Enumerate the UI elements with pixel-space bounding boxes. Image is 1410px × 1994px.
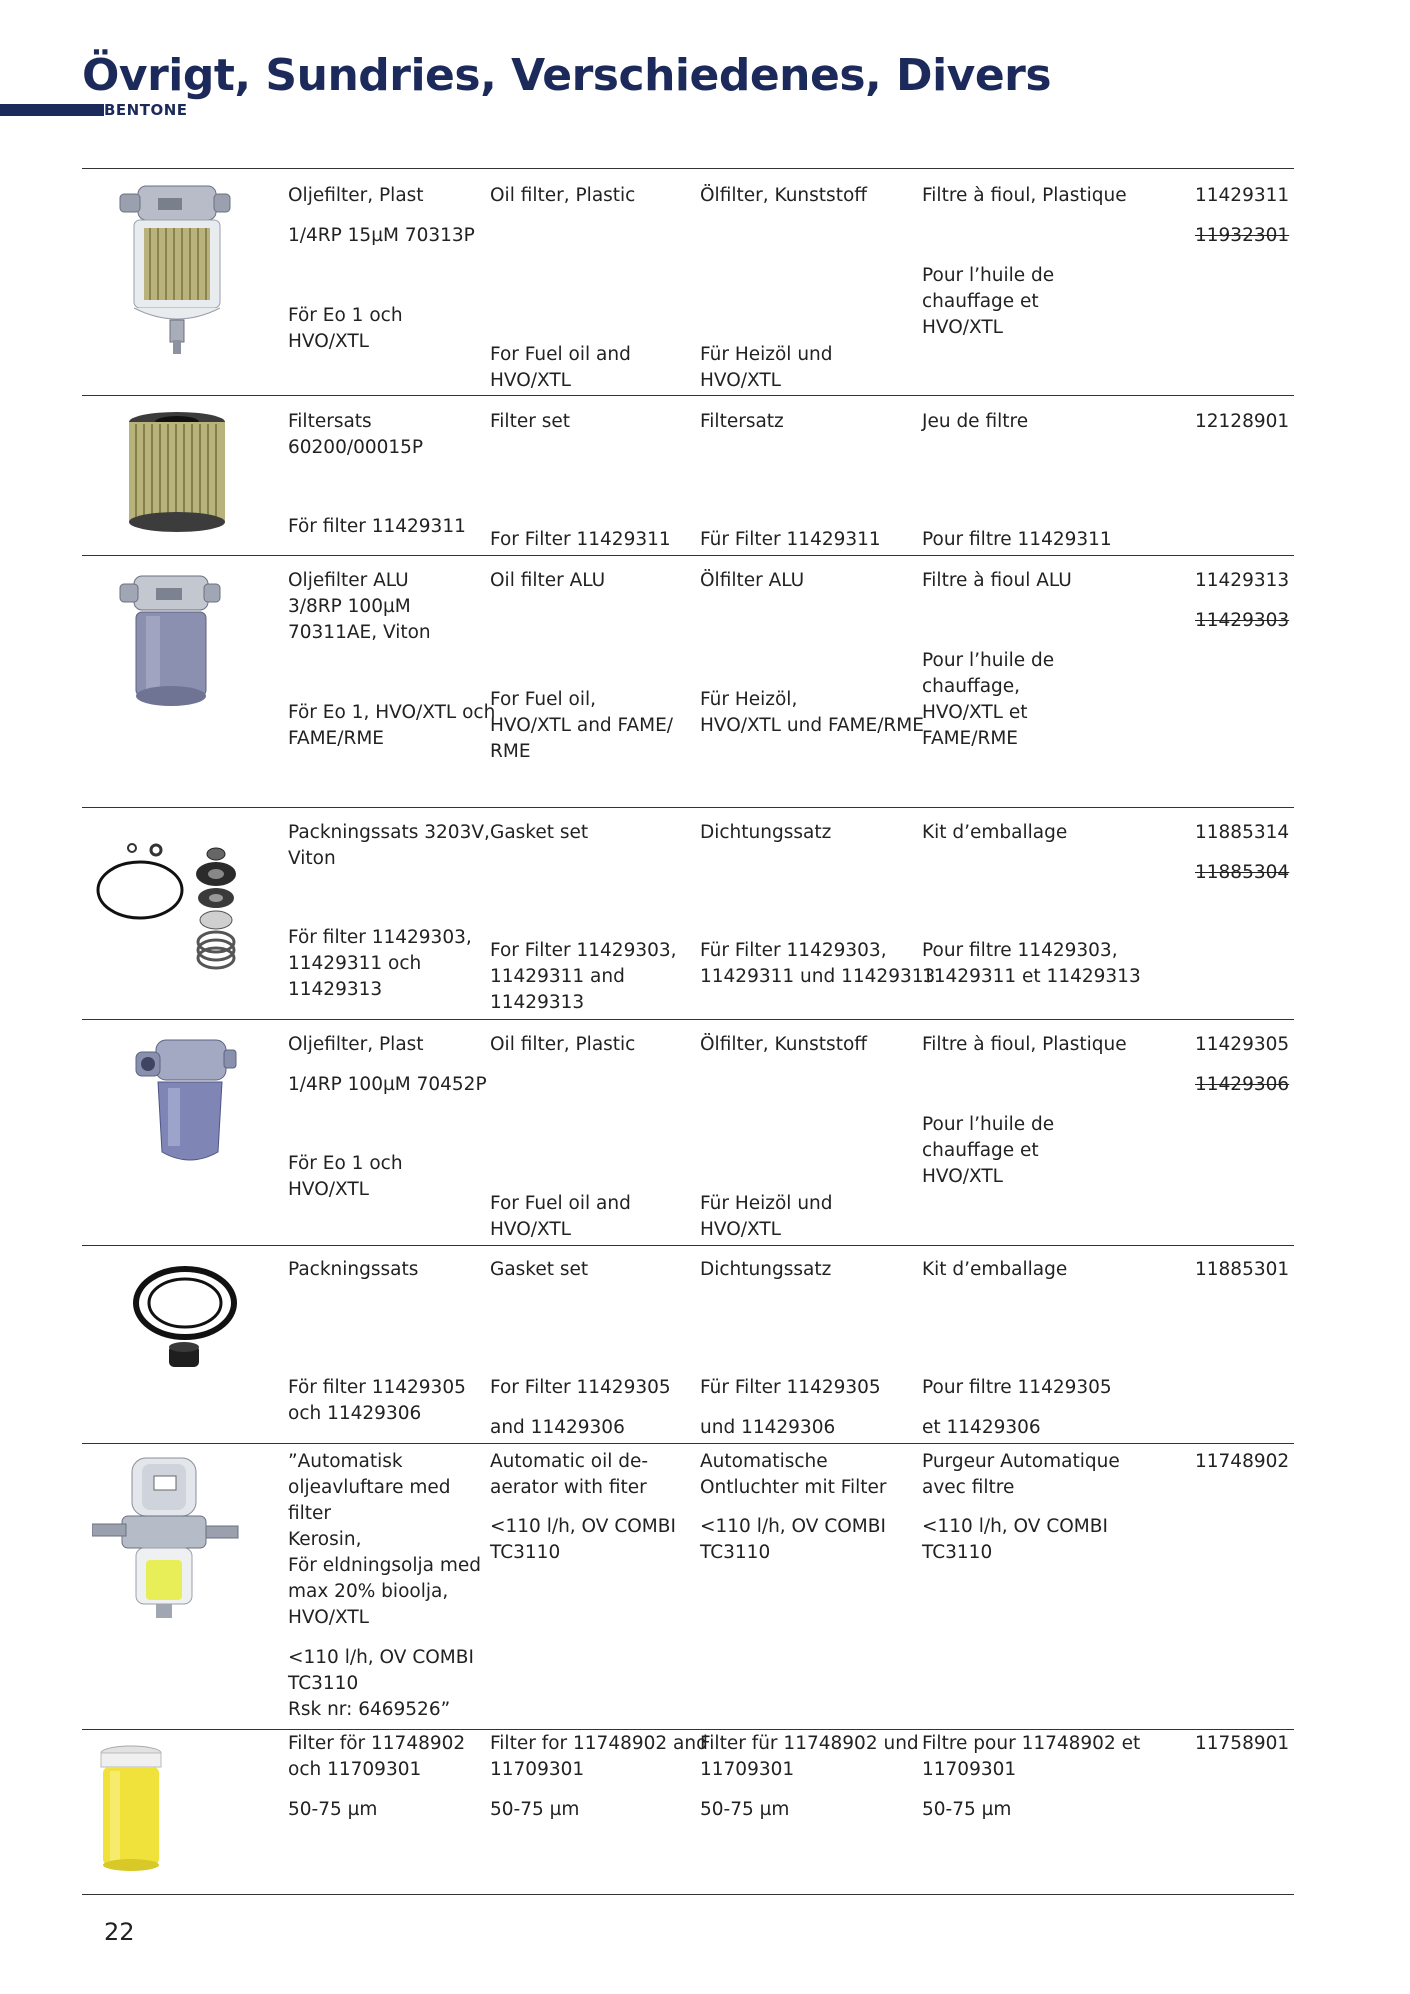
english-use: For Filter 11429305 xyxy=(490,1377,671,1398)
part-number: 11429311 xyxy=(1195,185,1290,206)
english-name: Automatic oil de- xyxy=(490,1451,649,1472)
french-spec: TC3110 xyxy=(922,1542,993,1563)
swedish-use: För Eo 1 och xyxy=(288,1153,403,1174)
swedish-name: Oljefilter, Plast xyxy=(288,185,424,206)
swedish-use: FAME/RME xyxy=(288,728,384,749)
part-number: 11429313 xyxy=(1195,570,1290,591)
table-rule-bottom xyxy=(82,1894,1294,1895)
french-spec: <110 l/h, OV COMBI xyxy=(922,1516,1108,1537)
swedish-name: ”Automatisk xyxy=(288,1451,403,1472)
swedish-name: oljeavluftare med xyxy=(288,1477,451,1498)
brand-bar xyxy=(0,104,104,116)
english-use: For Filter 11429303, xyxy=(490,940,677,961)
english-name: Gasket set xyxy=(490,1259,589,1280)
french-name: Jeu de filtre xyxy=(922,411,1029,432)
old-part-number: 11429306 xyxy=(1195,1074,1290,1095)
french-name: Kit d’emballage xyxy=(922,1259,1068,1280)
table-rule-top xyxy=(82,168,1294,169)
swedish-spec: Rsk nr: 6469526” xyxy=(288,1699,451,1720)
oil-filter-plastic-image xyxy=(118,180,232,358)
english-use: RME xyxy=(490,741,531,762)
row-divider xyxy=(82,1245,1294,1246)
row-divider xyxy=(82,1019,1294,1020)
swedish-name: Filtersats xyxy=(288,411,372,432)
german-name: Ölfilter ALU xyxy=(700,570,805,591)
swedish-name: För eldningsolja med xyxy=(288,1555,481,1576)
english-use: For Fuel oil and xyxy=(490,344,631,365)
french-use: chauffage et xyxy=(922,291,1039,312)
swedish-name: och 11709301 xyxy=(288,1759,422,1780)
brand-label: BENTONE xyxy=(104,101,188,119)
english-name: Gasket set xyxy=(490,822,589,843)
german-use: Für Heizöl und xyxy=(700,344,833,365)
swedish-name: Oljefilter ALU xyxy=(288,570,409,591)
swedish-name: Oljefilter, Plast xyxy=(288,1034,424,1055)
english-name: Oil filter, Plastic xyxy=(490,1034,636,1055)
french-name: Filtre à fioul, Plastique xyxy=(922,1034,1127,1055)
french-use: Pour filtre 11429303, xyxy=(922,940,1118,961)
french-name: Filtre à fioul ALU xyxy=(922,570,1072,591)
english-use: HVO/XTL and FAME/ xyxy=(490,715,674,736)
french-spec: 50-75 µm xyxy=(922,1799,1012,1820)
german-use: HVO/XTL xyxy=(700,370,781,391)
english-name: aerator with fiter xyxy=(490,1477,647,1498)
french-name: Kit d’emballage xyxy=(922,822,1068,843)
french-use: HVO/XTL et xyxy=(922,702,1028,723)
french-name: avec filtre xyxy=(922,1477,1015,1498)
swedish-spec: 1/4RP 15µM 70313P xyxy=(288,225,475,246)
swedish-name: Filter för 11748902 xyxy=(288,1733,466,1754)
row-divider xyxy=(82,1443,1294,1444)
german-name: Filtersatz xyxy=(700,411,784,432)
swedish-name: 60200/00015P xyxy=(288,437,424,458)
french-use: Pour l’huile de xyxy=(922,1114,1055,1135)
german-name: 11709301 xyxy=(700,1759,795,1780)
german-use: Für Filter 11429311 xyxy=(700,529,881,550)
french-use: et 11429306 xyxy=(922,1417,1041,1438)
french-use: 11429311 et 11429313 xyxy=(922,966,1141,987)
german-use: Für Filter 11429303, xyxy=(700,940,887,961)
swedish-spec: <110 l/h, OV COMBI xyxy=(288,1647,474,1668)
swedish-use: 11429311 och xyxy=(288,953,422,974)
english-name: Filter set xyxy=(490,411,570,432)
part-number: 11748902 xyxy=(1195,1451,1290,1472)
english-spec: <110 l/h, OV COMBI xyxy=(490,1516,676,1537)
row-divider xyxy=(82,395,1294,396)
english-use: 11429313 xyxy=(490,992,585,1013)
french-name: 11709301 xyxy=(922,1759,1017,1780)
english-use: For Fuel oil, xyxy=(490,689,597,710)
english-spec: TC3110 xyxy=(490,1542,561,1563)
part-number: 11429305 xyxy=(1195,1034,1290,1055)
english-name: 11709301 xyxy=(490,1759,585,1780)
swedish-spec: TC3110 xyxy=(288,1673,359,1694)
automatic-deaerator-image xyxy=(92,1454,240,1624)
french-use: chauffage et xyxy=(922,1140,1039,1161)
french-use: FAME/RME xyxy=(922,728,1018,749)
swedish-name: 70311AE, Viton xyxy=(288,622,431,643)
oil-filter-plastic-blue-image xyxy=(134,1034,238,1172)
row-divider xyxy=(82,1729,1294,1730)
swedish-name: 3/8RP 100µM xyxy=(288,596,411,617)
old-part-number: 11932301 xyxy=(1195,225,1290,246)
swedish-spec: 50-75 µm xyxy=(288,1799,378,1820)
english-use: and 11429306 xyxy=(490,1417,625,1438)
row-divider xyxy=(82,555,1294,556)
english-use: 11429311 and xyxy=(490,966,625,987)
swedish-name: Packningssats 3203V, xyxy=(288,822,490,843)
english-name: Filter for 11748902 and xyxy=(490,1733,708,1754)
german-name: Ontluchter mit Filter xyxy=(700,1477,887,1498)
part-number: 11758901 xyxy=(1195,1733,1290,1754)
swedish-use: För filter 11429303, xyxy=(288,927,472,948)
swedish-name: Packningssats xyxy=(288,1259,419,1280)
german-use: Für Heizöl, xyxy=(700,689,798,710)
german-use: HVO/XTL und FAME/RME xyxy=(700,715,924,736)
swedish-use: HVO/XTL xyxy=(288,331,369,352)
german-use: Für Filter 11429305 xyxy=(700,1377,881,1398)
german-spec: <110 l/h, OV COMBI xyxy=(700,1516,886,1537)
swedish-use: 11429313 xyxy=(288,979,383,1000)
french-use: Pour filtre 11429305 xyxy=(922,1377,1112,1398)
french-name: Purgeur Automatique xyxy=(922,1451,1120,1472)
german-name: Filter für 11748902 und xyxy=(700,1733,919,1754)
french-use: chauffage, xyxy=(922,676,1021,697)
yellow-filter-element-image xyxy=(98,1745,164,1873)
german-spec: 50-75 µm xyxy=(700,1799,790,1820)
english-use: For Filter 11429311 xyxy=(490,529,671,550)
swedish-name: max 20% bioolja, xyxy=(288,1581,449,1602)
swedish-name: Viton xyxy=(288,848,336,869)
english-use: For Fuel oil and xyxy=(490,1193,631,1214)
german-use: Für Heizöl und xyxy=(700,1193,833,1214)
english-use: HVO/XTL xyxy=(490,1219,571,1240)
german-name: Automatische xyxy=(700,1451,828,1472)
swedish-use: och 11429306 xyxy=(288,1403,422,1424)
german-name: Dichtungssatz xyxy=(700,822,832,843)
gasket-kit-image xyxy=(132,1265,238,1370)
english-name: Oil filter, Plastic xyxy=(490,185,636,206)
filter-cartridge-image xyxy=(124,410,230,536)
swedish-name: filter xyxy=(288,1503,332,1524)
french-use: Pour l’huile de xyxy=(922,265,1055,286)
swedish-use: För filter 11429311 xyxy=(288,516,466,537)
german-use: HVO/XTL xyxy=(700,1219,781,1240)
swedish-use: För filter 11429305 xyxy=(288,1377,466,1398)
swedish-spec: 1/4RP 100µM 70452P xyxy=(288,1074,487,1095)
page-title: Övrigt, Sundries, Verschiedenes, Divers xyxy=(82,50,1052,101)
german-name: Ölfilter, Kunststoff xyxy=(700,185,868,206)
french-use: HVO/XTL xyxy=(922,317,1003,338)
swedish-use: HVO/XTL xyxy=(288,1179,369,1200)
swedish-name: HVO/XTL xyxy=(288,1607,369,1628)
swedish-use: För Eo 1 och xyxy=(288,305,403,326)
old-part-number: 11429303 xyxy=(1195,610,1290,631)
oil-filter-alu-image xyxy=(118,572,222,712)
swedish-use: För Eo 1, HVO/XTL och xyxy=(288,702,496,723)
french-use: Pour l’huile de xyxy=(922,650,1055,671)
french-use: HVO/XTL xyxy=(922,1166,1003,1187)
french-use: Pour filtre 11429311 xyxy=(922,529,1112,550)
swedish-name: Kerosin, xyxy=(288,1529,362,1550)
french-name: Filtre à fioul, Plastique xyxy=(922,185,1127,206)
old-part-number: 11885304 xyxy=(1195,862,1290,883)
german-use: und 11429306 xyxy=(700,1417,836,1438)
french-name: Filtre pour 11748902 et xyxy=(922,1733,1141,1754)
german-use: 11429311 und 11429313 xyxy=(700,966,936,987)
german-name: Dichtungssatz xyxy=(700,1259,832,1280)
gasket-kit-viton-image xyxy=(96,842,244,972)
german-name: Ölfilter, Kunststoff xyxy=(700,1034,868,1055)
part-number: 11885314 xyxy=(1195,822,1290,843)
english-use: HVO/XTL xyxy=(490,370,571,391)
german-spec: TC3110 xyxy=(700,1542,771,1563)
page-number: 22 xyxy=(104,1918,135,1946)
part-number: 11885301 xyxy=(1195,1259,1290,1280)
part-number: 12128901 xyxy=(1195,411,1290,432)
english-spec: 50-75 µm xyxy=(490,1799,580,1820)
english-name: Oil filter ALU xyxy=(490,570,606,591)
row-divider xyxy=(82,807,1294,808)
